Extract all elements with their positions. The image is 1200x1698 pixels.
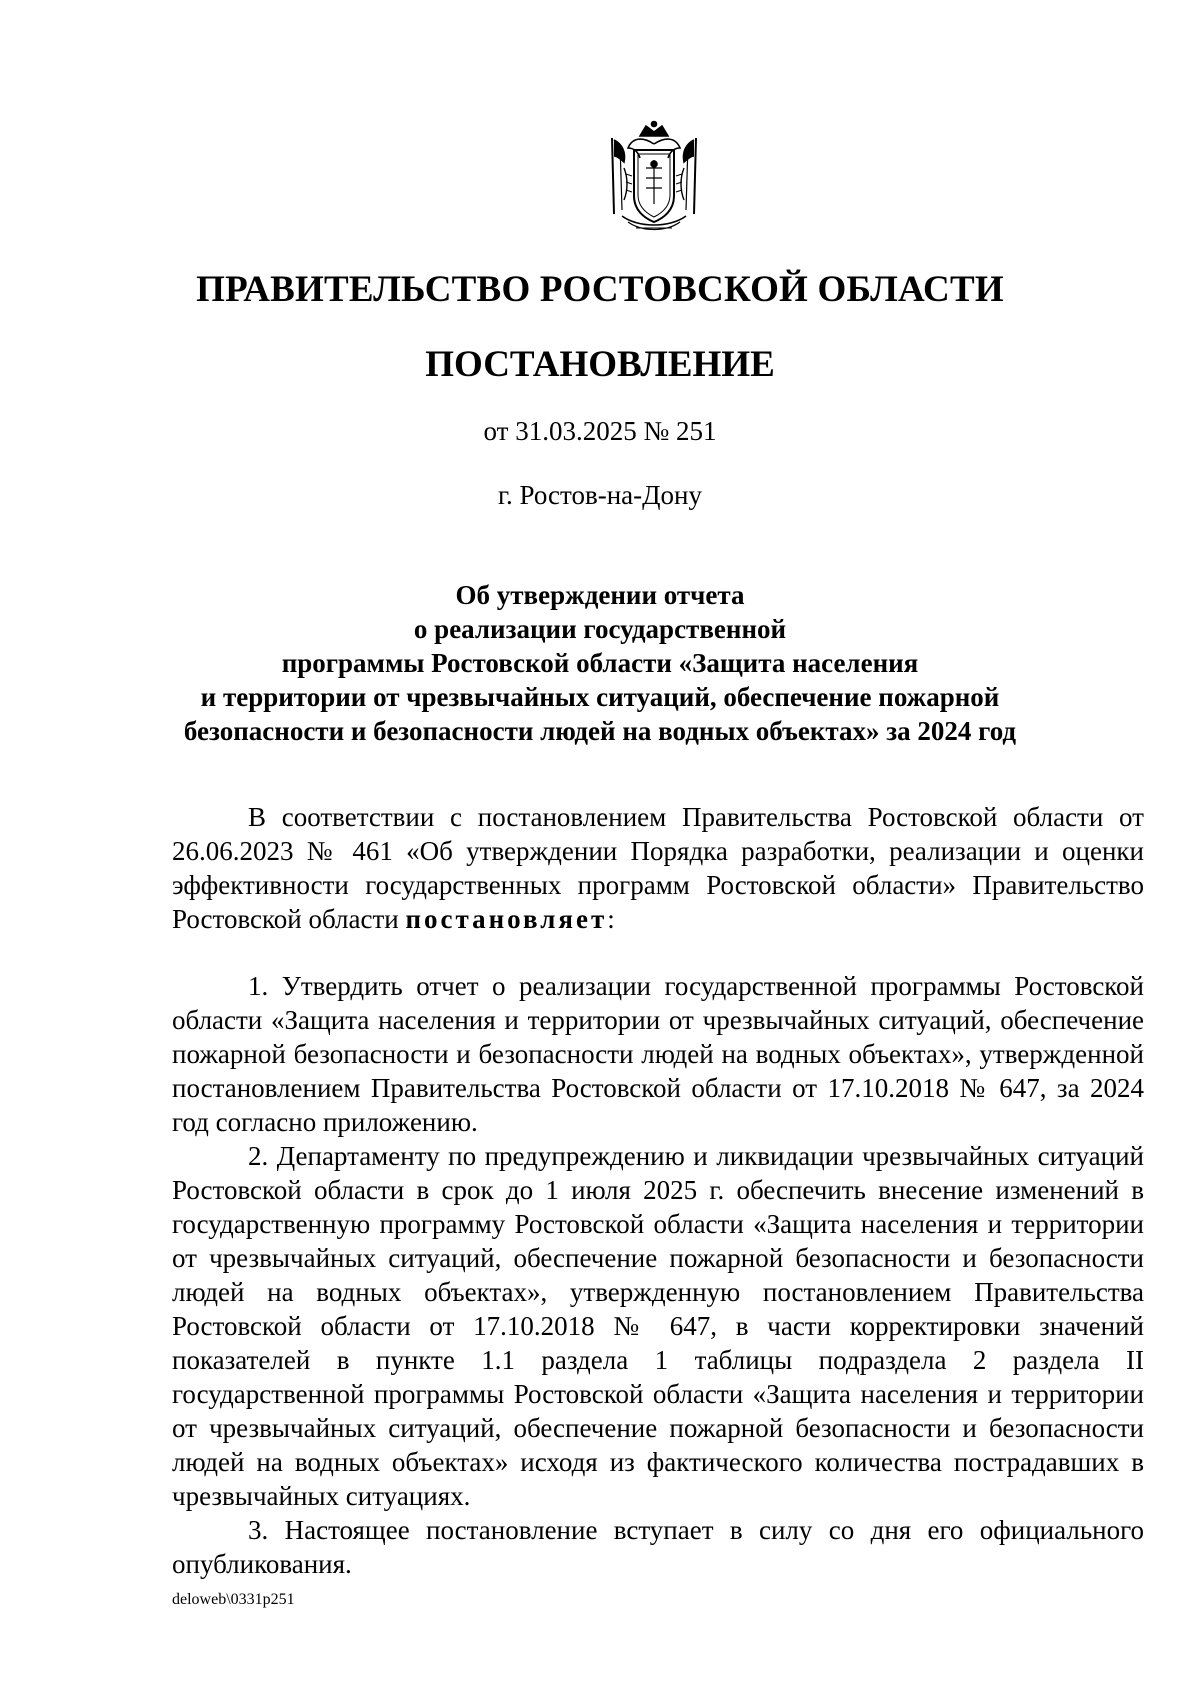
subject-line: программы Ростовской области «Защита населения <box>281 648 919 678</box>
preamble-block <box>172 800 1144 936</box>
document-city: г. Ростов-на-Дону <box>497 480 702 510</box>
document-subject <box>0 578 1200 748</box>
rostov-oblast-coat-of-arms-icon <box>602 118 706 238</box>
resolution-item-1: 1. Утвердить отчет о реализации государственной программы Ростовской области «Защита населения и территории от чрезвычайных ситуаций, обеспечение пожарной безопасности и безопасности людей на водных объектах», утвержденной постановлением Правительства Ростовской области от 17.10.2018 № 647, за 2024 год согласно приложению. <box>172 971 1144 1137</box>
preamble-keyword: постановляет <box>405 904 608 934</box>
subject-line: и территории от чрезвычайных ситуаций, обеспечение пожарной <box>200 682 1000 712</box>
document-type-heading: ПОСТАНОВЛЕНИЕ <box>425 344 775 385</box>
preamble-text: В соответствии с постановлением Правительства Ростовской области от 26.06.2023 № 461 «Об утверждении Порядка разработки, реализации и оценки эффективности государственных программ Ростовской области» Правительство Ростовской области <box>172 802 1144 934</box>
resolution-item-3: 3. Настоящее постановление вступает в силу со дня его официального опубликования. <box>172 1515 1144 1579</box>
preamble-punctuation: : <box>607 904 615 934</box>
resolution-item-2: 2. Департаменту по предупреждению и ликвидации чрезвычайных ситуаций Ростовской области в срок до 1 июля 2025 г. обеспечить внесение изменений в государственную программу Ростовской области «Защита населения и территории от чрезвычайных ситуаций, обеспечение пожарной безопасности и безопасности людей на водных объектах», утвержденную постановлением Правительства Ростовской области от 17.10.2018 № 647, в части корректировки значений показателей в пункте 1.1 раздела 1 таблицы подраздела 2 раздела II государственной программы Ростовской области «Защита населения и территории от чрезвычайных ситуаций, обеспечение пожарной безопасности и безопасности людей на водных объектах» исходя из фактического количества пострадавших в чрезвычайных ситуациях. <box>172 1141 1144 1511</box>
government-title: ПРАВИТЕЛЬСТВО РОСТОВСКОЙ ОБЛАСТИ <box>196 269 1004 310</box>
preamble-paragraph <box>172 800 1144 936</box>
file-reference-code: deloweb\0331p251 <box>172 1591 295 1608</box>
resolution-items <box>172 969 1144 1581</box>
document-date-number: от 31.03.2025 № 251 <box>483 416 717 446</box>
subject-line: Об утверждении отчета <box>455 580 745 610</box>
subject-line: о реализации государственной <box>413 614 787 644</box>
subject-line: безопасности и безопасности людей на водных объектах» за 2024 год <box>183 716 1017 746</box>
